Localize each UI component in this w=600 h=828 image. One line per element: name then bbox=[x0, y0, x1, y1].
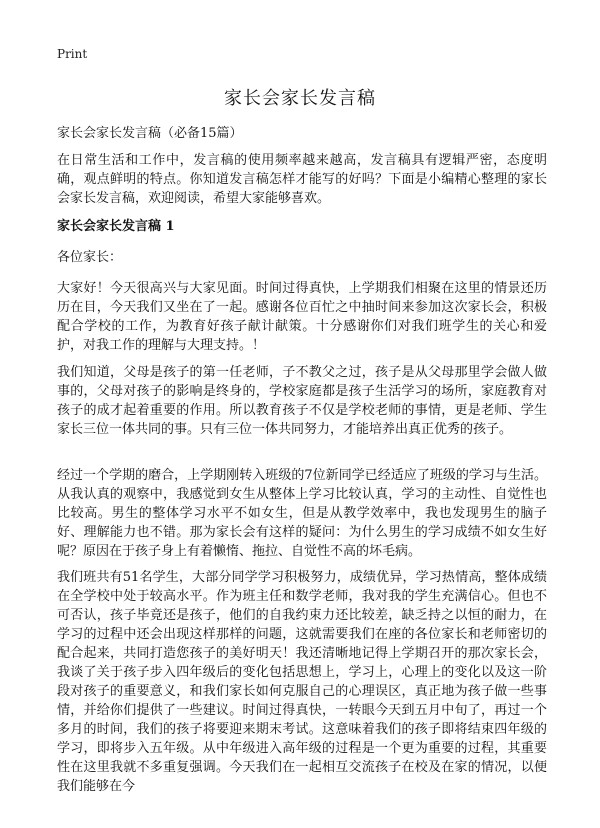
intro-paragraph: 在日常生活和工作中，发言稿的使用频率越来越高，发言稿具有逻辑严密，态度明确，观点鲜明的特点。你知道发言稿怎样才能写的好吗？下面是小编精心整理的家长会家长发言稿，欢迎阅读，希望大家能够喜欢。 bbox=[57, 153, 547, 206]
document-title: 家长会家长发言稿 bbox=[224, 88, 376, 109]
document-subtitle: 家长会家长发言稿（必备15篇） bbox=[57, 126, 243, 141]
greeting-line: 各位家长： bbox=[57, 250, 123, 265]
body-paragraph-3: 经过一个学期的磨合，上学期刚转入班级的7位新同学已经适应了班级的学习与生活。从我认真的观察中，我感觉到女生从整体上学习比较认真，学习的主动性、自觉性也比较高。男生的整体学习水平不如女生，但是从教学效率中，我也发现男生的脑子好、理解能力也不错。那为家长会有这样的疑问：为什么男生的学习成绩不如女生好呢？原因在于孩子身上有着懒惰、拖拉、自觉性不高的坏毛病。 bbox=[57, 468, 547, 559]
body-paragraph-1: 大家好！今天很高兴与大家见面。时间过得真快，上学期我们相聚在这里的情景还历历在目，今天我们又坐在了一起。感谢各位百忙之中抽时间来参加这次家长会，积极配合学校的工作，为教育好孩子献计献策。十分感谢你们对我们班学生的关心和爱护，对我工作的理解与大理支持。！ bbox=[57, 281, 547, 353]
section-heading: 家长会家长发言稿 1 bbox=[57, 219, 175, 234]
body-paragraph-4: 我们班共有51名学生，大部分同学学习积极努力，成绩优异，学习热情高，整体成绩在全学校中处于较高水平。作为班主任和数学老师，我对我的学生充满信心。但也不可否认，孩子毕竟还是孩子，他们的自我约束力还比较差，缺乏持之以恒的耐力，在学习的过程中还会出现这样那样的问题，这就需要我们在座的各位家长和老师密切的配合起来，共同打造您孩子的美好明天！我还清晰地记得上学期召开的那次家长会，我谈了关于孩子步入四年级后的变化包括思想上，学习上，心理上的变化以及这一阶段对孩子的重要意义，和我们家长如何克服自己的心理误区，真正地为孩子做一些事情，并给你们提供了一些建议。时间过得真快，一转眼今天到五月中旬了，再过一个多月的时间，我们的孩子将要迎来期末考试。这意味着我们的孩子即将结束四年级的学习，即将步入五年级。从中年级进入高年级的过程是一个更为重要的过程，其重要性在这里我就不多重复强调。今天我们在一起相互交流孩子在校及在家的情况，以便我们能够在今 bbox=[57, 570, 547, 794]
body-paragraph-2: 我们知道，父母是孩子的第一任老师，子不教父之过，孩子是从父母那里学会做人做事的，父母对孩子的影响是终身的，学校家庭都是孩子生活学习的场所，家庭教育对孩子的成才起着重要的作用。所以教育孩子不仅是学校老师的事情，更是老师、学生家长三位一体共同的事。只有三位一体共同努力，才能培养出真正优秀的孩子。 bbox=[57, 365, 547, 437]
print-link[interactable]: Print bbox=[57, 47, 88, 61]
